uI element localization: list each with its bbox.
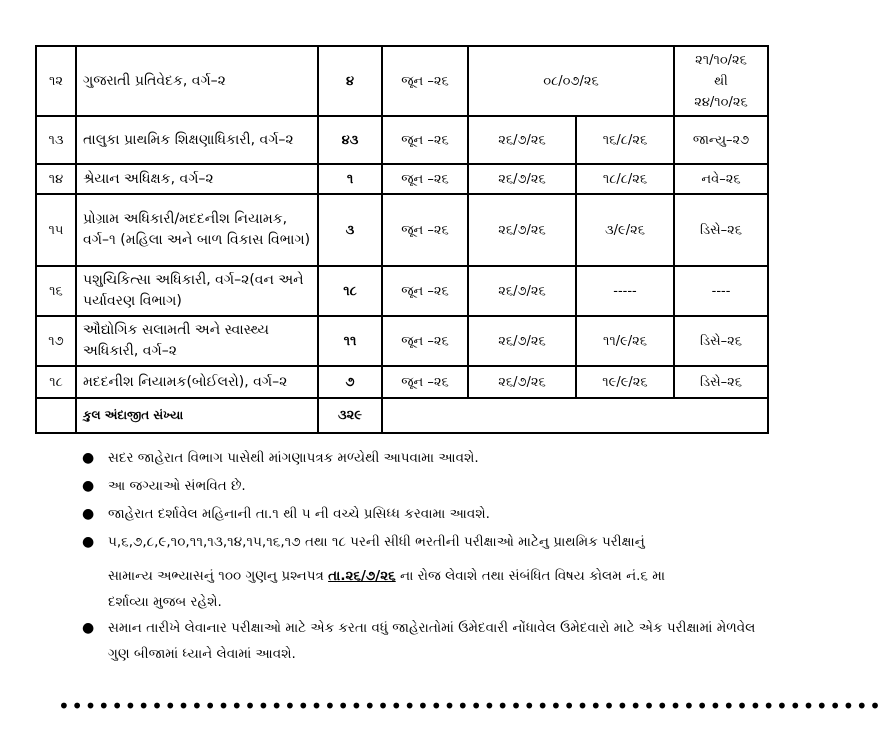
- ad-month: જૂન –૨૬: [382, 164, 468, 194]
- note-item: [80, 615, 760, 667]
- row-number: ૧૪: [36, 164, 76, 194]
- note-continuation: [80, 589, 760, 615]
- table-row: [36, 316, 768, 366]
- table-row: [36, 266, 768, 316]
- post-name: પ્રોગ્રામ અધિકારી/મદદનીશ નિયામક, વર્ગ–૧ (મહિલા અને બાળ વિકાસ વિભાગ): [76, 194, 318, 266]
- empty-cell: [382, 398, 768, 433]
- note-item: [80, 529, 760, 555]
- note-text: આ જગ્યાઓ સંભવિત છે.: [108, 478, 246, 494]
- post-name: પશુચિકિત્સા અધિકારી, વર્ગ–૨(વન અને પર્યાવરણ વિભાગ): [76, 266, 318, 316]
- ad-month: જૂન –૨૬: [382, 266, 468, 316]
- mains-date: ૧૮/૮/૨૬: [576, 164, 674, 194]
- bullet-icon: ●: [82, 534, 95, 550]
- post-count: ૧: [318, 164, 382, 194]
- note-text: દર્શાવ્યા મુજબ રહેશે.: [108, 594, 222, 610]
- result-date: નવે–૨૬: [674, 164, 768, 194]
- row-number: ૧૬: [36, 266, 76, 316]
- result-date: ડિસે–૨૬: [674, 194, 768, 266]
- note-text: સદર જાહેરાત વિભાગ પાસેથી માંગણાપત્રક મળ્યેથી આપવામા આવશે.: [108, 450, 479, 466]
- prelim-date: ૨૬/૭/૨૬: [468, 366, 576, 398]
- total-value: ૩૨૯: [318, 398, 382, 433]
- mains-date: ૧૬/૮/૨૬: [576, 116, 674, 164]
- result-line: થી: [714, 73, 728, 89]
- ad-month: જૂન –૨૬: [382, 46, 468, 116]
- row-number: ૧૫: [36, 194, 76, 266]
- result-date: [674, 46, 768, 116]
- exam-date-highlight: તા.૨૬/૭/૨૬: [328, 568, 396, 584]
- empty-cell: [36, 398, 76, 433]
- result-date: જાન્યુ–૨૭: [674, 116, 768, 164]
- prelim-date: ૨૬/૭/૨૬: [468, 164, 576, 194]
- post-name: ઔદ્યોગિક સલામતી અને સ્વાસ્થ્ય અધિકારી, વર્ગ–૨: [76, 316, 318, 366]
- mains-date: ૧૧/૯/૨૬: [576, 316, 674, 366]
- row-number: ૧૭: [36, 316, 76, 366]
- post-count: ૪૩: [318, 116, 382, 164]
- post-count: ૧૧: [318, 316, 382, 366]
- result-line: ૨૧/૧૦/૨૬: [695, 52, 747, 68]
- bullet-icon: ●: [82, 506, 95, 522]
- table-row: [36, 366, 768, 398]
- prelim-date: ૨૬/૭/૨૬: [468, 266, 576, 316]
- result-date: ડિસે–૨૬: [674, 316, 768, 366]
- row-number: ૧૩: [36, 116, 76, 164]
- total-row: [36, 398, 768, 433]
- notes-list: [80, 445, 760, 667]
- mains-date: -----: [576, 266, 674, 316]
- row-number: ૧૨: [36, 46, 76, 116]
- exam-date-merged: ૦૮/૦૭/૨૬: [468, 46, 674, 116]
- post-name: તાલુકા પ્રાથમિક શિક્ષણાધિકારી, વર્ગ–૨: [76, 116, 318, 164]
- recruitment-schedule-table: [35, 45, 769, 434]
- ad-month: જૂન –૨૬: [382, 194, 468, 266]
- ad-month: જૂન –૨૬: [382, 366, 468, 398]
- note-text: જાહેરાત દર્શાવેલ મહિનાની તા.૧ થી ૫ ની વચ્ચે પ્રસિધ્ધ કરવામા આવશે.: [108, 506, 490, 522]
- prelim-date: ૨૬/૭/૨૬: [468, 316, 576, 366]
- mains-date: ૩/૯/૨૬: [576, 194, 674, 266]
- table-row: [36, 164, 768, 194]
- note-item: [80, 445, 760, 471]
- note-text: ના રોજ લેવાશે તથા સંબંધિત વિષય કોલમ નં.૬ મા: [395, 568, 666, 584]
- note-text: ૫,૬,૭,૮,૯,૧૦,૧૧,૧૩,૧૪,૧૫,૧૬,૧૭ તથા ૧૮ પરની સીધી ભરતીની પરીક્ષાઓ માટેનુ પ્રાથમિક પરીક્ષાનું: [108, 534, 645, 550]
- result-line: ૨૪/૧૦/૨૬: [694, 94, 748, 110]
- ad-month: જૂન –૨૬: [382, 116, 468, 164]
- total-label: કુલ અંદાજીત સંખ્યા: [76, 398, 318, 433]
- note-text: સામાન્ય અભ્યાસનું ૧૦૦ ગુણનુ પ્રશ્નપત્ર: [108, 568, 329, 584]
- post-name: ગુજરાતી પ્રતિવેદક, વર્ગ–૨: [76, 46, 318, 116]
- note-item: [80, 473, 760, 499]
- note-continuation: [80, 563, 760, 589]
- dotted-separator: ••••••••••••••••••••••••••••••••••••••••••••••••••••••••••••••: [58, 694, 882, 718]
- post-count: ૪: [318, 46, 382, 116]
- table-row: [36, 194, 768, 266]
- bullet-icon: ●: [82, 620, 95, 636]
- bullet-icon: ●: [82, 478, 95, 494]
- post-name: શ્રેયાન અધિક્ષક, વર્ગ–૨: [76, 164, 318, 194]
- result-date: ----: [674, 266, 768, 316]
- mains-date: ૧૯/૯/૨૬: [576, 366, 674, 398]
- post-count: ૧૮: [318, 266, 382, 316]
- table-row: [36, 116, 768, 164]
- post-count: ૩: [318, 194, 382, 266]
- result-date: ડિસે–૨૬: [674, 366, 768, 398]
- note-item: [80, 501, 760, 527]
- note-text: સમાન તારીખે લેવાનાર પરીક્ષાઓ માટે એક કરતા વધું જાહેરાતોમાં ઉમેદવારી નોંધાવેલ ઉમેદવારો માટે એક પરીક્ષામાં મેળવેલ ગુણ બીજામાં ધ્યાને લેવામાં આવશે.: [108, 620, 756, 662]
- prelim-date: ૨૬/૭/૨૬: [468, 116, 576, 164]
- prelim-date: ૨૬/૭/૨૬: [468, 194, 576, 266]
- post-count: ૭: [318, 366, 382, 398]
- ad-month: જૂન –૨૬: [382, 316, 468, 366]
- row-number: ૧૮: [36, 366, 76, 398]
- post-name: મદદનીશ નિયામક(બોઈલરો), વર્ગ–૨: [76, 366, 318, 398]
- table-row: [36, 46, 768, 116]
- bullet-icon: ●: [82, 450, 95, 466]
